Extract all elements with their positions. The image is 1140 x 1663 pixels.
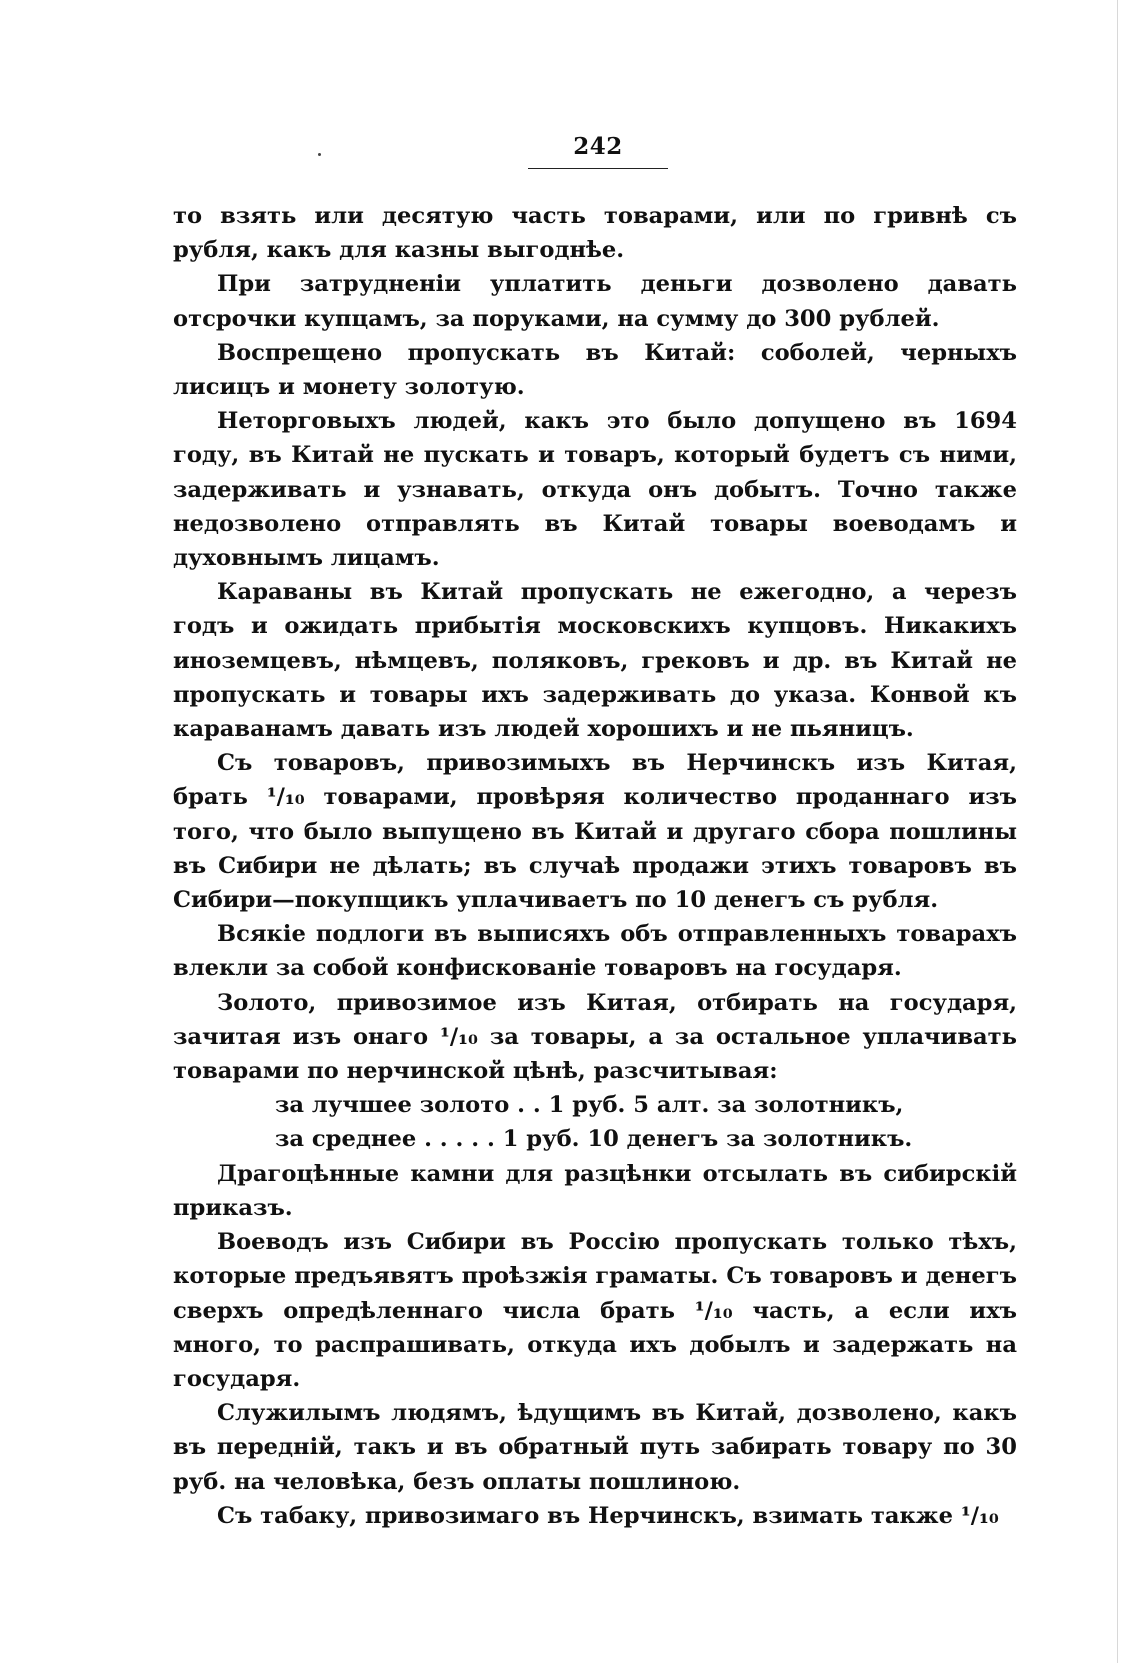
paragraph: Служилымъ людямъ, ѣдущимъ въ Китай, дозволено, какъ въ передній, такъ и въ обратный путь забирать товару по 30 руб. на человѣка, безъ оплаты пошлиною. bbox=[173, 1400, 1017, 1495]
page-edge bbox=[1117, 0, 1118, 1663]
paragraph: Всякіе подлоги въ выписяхъ объ отправленныхъ товарахъ влекли за собой конфискованіе товаровъ на государя. bbox=[173, 921, 1017, 982]
paragraph: Воеводъ изъ Сибири въ Россію пропускать только тѣхъ, которые предъявятъ проѣзжія граматы. Съ товаровъ и денегъ сверхъ опредѣленнаго числа брать ¹/₁₀ часть, а если ихъ много, то распрашивать, откуда ихъ добылъ и задержать на государя. bbox=[173, 1229, 1017, 1392]
paragraph: Съ табаку, привозимаго въ Нерчинскъ, взимать также ¹/₁₀ bbox=[217, 1502, 999, 1529]
price-list-item: за лучшее золото . . 1 руб. 5 алт. за золотникъ, bbox=[275, 1092, 904, 1119]
paragraph: Золото, привозимое изъ Китая, отбирать на государя, зачитая изъ онаго ¹/₁₀ за товары, а за остальное уплачивать товарами по нерчинской цѣнѣ, разсчитывая: bbox=[173, 989, 1017, 1085]
page-number: 242 bbox=[573, 133, 623, 160]
paragraph: Караваны въ Китай пропускать не ежегодно, а черезъ годъ и ожидать прибытія московскихъ купцовъ. Никакихъ иноземцевъ, нѣмцевъ, поляковъ, грековъ и др. въ Китай не пропускать и товары ихъ задерживать до указа. Конвой къ караванамъ давать изъ людей хорошихъ и не пьяницъ. bbox=[173, 579, 1017, 743]
paragraph: Съ товаровъ, привозимыхъ въ Нерчинскъ изъ Китая, брать ¹/₁₀ товарами, провѣряя количество проданнаго изъ того, что было выпущено въ Китай и другаго сбора пошлины въ Сибири не дѣлать; въ случаѣ продажи этихъ товаровъ въ Сибири—покупщикъ уплачиваетъ по 10 денегъ съ рубля. bbox=[173, 750, 1017, 914]
page-number-rule bbox=[528, 168, 668, 169]
price-list-item: за среднее . . . . . 1 руб. 10 денегъ за золотникъ. bbox=[275, 1126, 913, 1153]
paragraph: Неторговыхъ людей, какъ это было допущено въ 1694 году, въ Китай не пускать и товаръ, который будетъ съ ними, задерживать и узнавать, откуда онъ добытъ. Точно также недозволено отправлять въ Китай товары воеводамъ и духовнымъ лицамъ. bbox=[173, 408, 1017, 572]
paragraph: то взять или десятую часть товарами, или по гривнѣ съ рубля, какъ для казны выгоднѣе. bbox=[173, 203, 1017, 264]
paragraph: При затрудненіи уплатить деньги дозволено давать отсрочки купцамъ, за поруками, на сумму до 300 рублей. bbox=[173, 271, 1017, 332]
paragraph: Воспрещено пропускать въ Китай: соболей, черныхъ лисицъ и монету золотую. bbox=[173, 339, 1017, 401]
margin-dot bbox=[318, 153, 321, 156]
body-text bbox=[173, 199, 1017, 1533]
paragraph: Драгоцѣнные камни для разцѣнки отсылать въ сибирскій приказъ. bbox=[173, 1160, 1017, 1221]
